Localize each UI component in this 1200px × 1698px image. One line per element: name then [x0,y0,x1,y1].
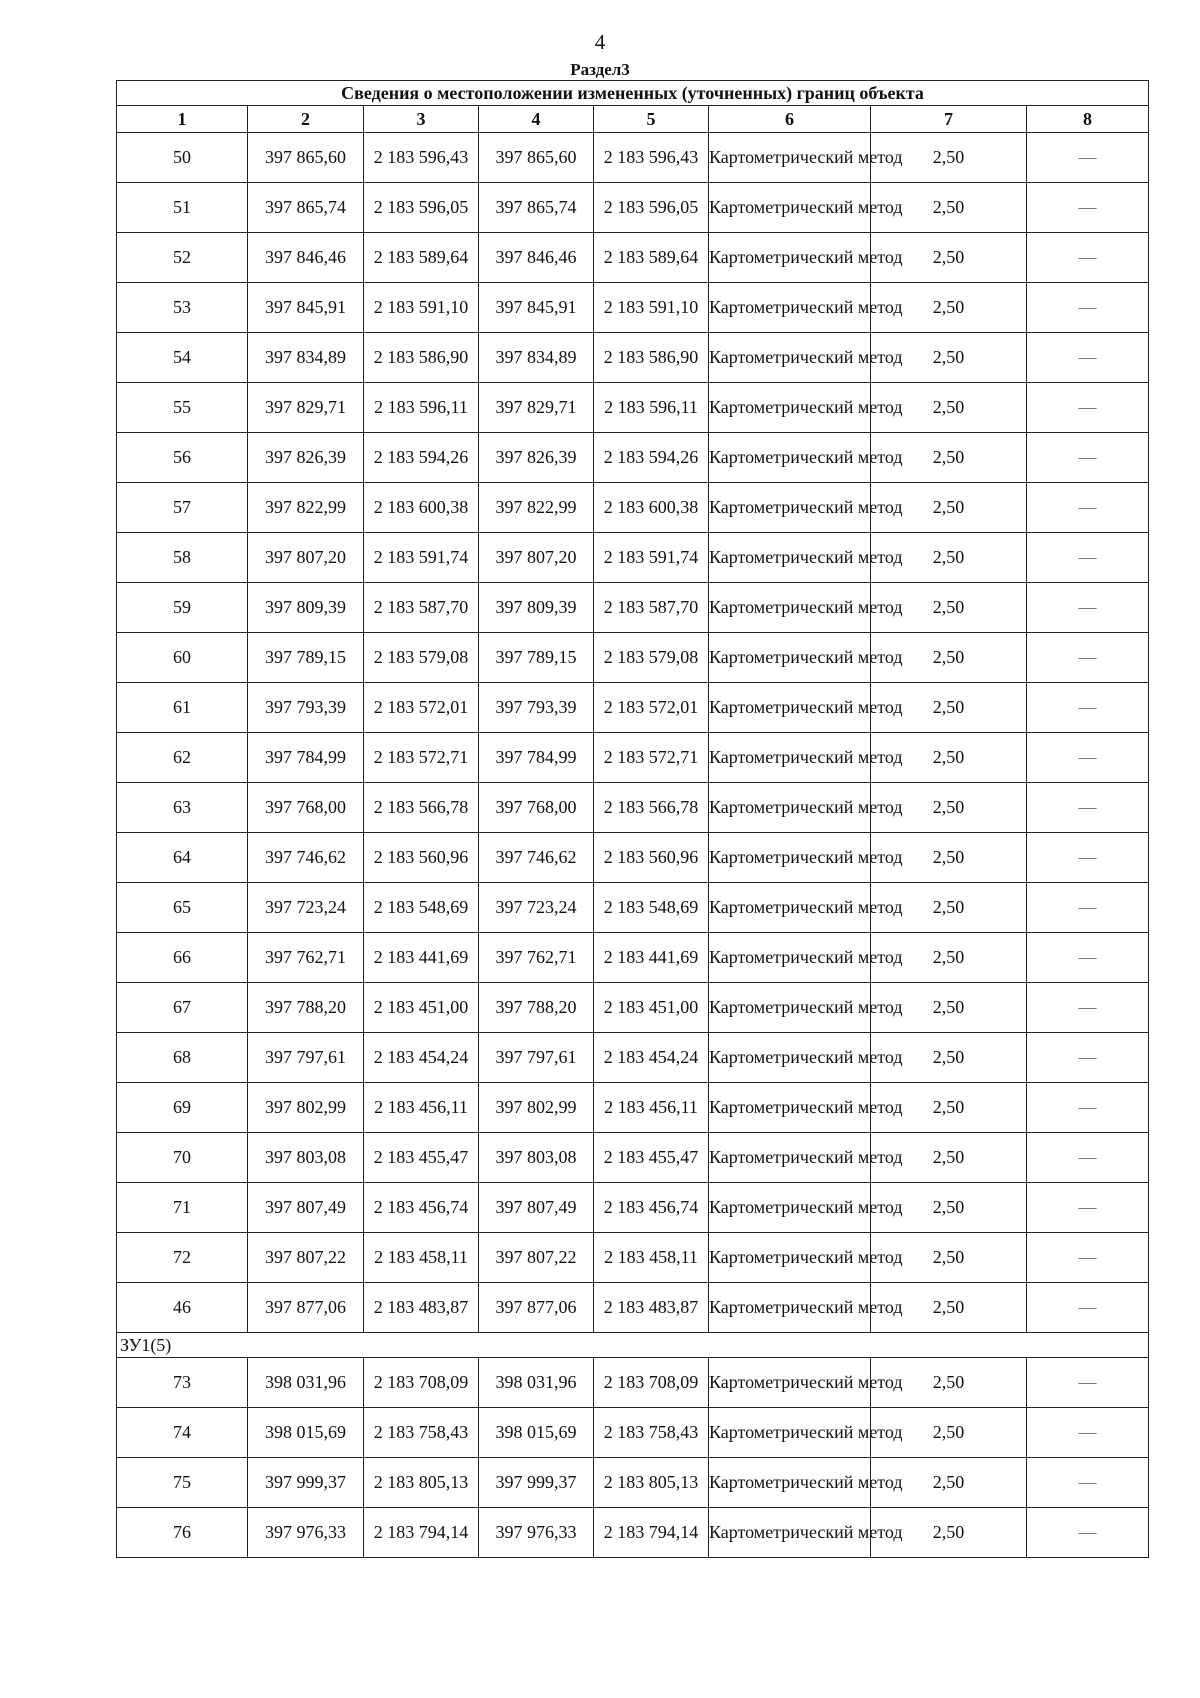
y-refined-cell: 2 183 596,43 [594,133,709,183]
point-number-cell: 76 [117,1508,248,1558]
table-row [117,433,1149,483]
x-refined-cell: 397 807,49 [479,1183,594,1233]
accuracy-cell: 2,50 [871,1033,1027,1083]
y-existing-cell: 2 183 600,38 [364,483,479,533]
point-number-cell: 66 [117,933,248,983]
x-refined-cell: 397 768,00 [479,783,594,833]
description-cell: — [1027,1408,1149,1458]
method-cell: Картометрический метод [709,1458,871,1508]
table-row [117,1033,1149,1083]
column-number-6: 6 [709,106,871,133]
point-number-cell: 70 [117,1133,248,1183]
x-refined-cell: 397 784,99 [479,733,594,783]
description-cell: — [1027,1133,1149,1183]
point-number-cell: 62 [117,733,248,783]
x-existing-cell: 397 788,20 [248,983,364,1033]
x-existing-cell: 397 976,33 [248,1508,364,1558]
accuracy-cell: 2,50 [871,183,1027,233]
x-existing-cell: 397 826,39 [248,433,364,483]
table-row [117,733,1149,783]
method-cell: Картометрический метод [709,1133,871,1183]
point-number-cell: 52 [117,233,248,283]
table-body [117,133,1149,1558]
x-refined-cell: 397 877,06 [479,1283,594,1333]
description-cell: — [1027,1233,1149,1283]
y-refined-cell: 2 183 589,64 [594,233,709,283]
description-cell: — [1027,583,1149,633]
x-existing-cell: 397 746,62 [248,833,364,883]
y-existing-cell: 2 183 483,87 [364,1283,479,1333]
y-refined-cell: 2 183 708,09 [594,1358,709,1408]
method-cell: Картометрический метод [709,883,871,933]
y-existing-cell: 2 183 586,90 [364,333,479,383]
x-existing-cell: 397 793,39 [248,683,364,733]
accuracy-cell: 2,50 [871,833,1027,883]
x-refined-cell: 397 803,08 [479,1133,594,1183]
description-cell: — [1027,333,1149,383]
table-row [117,1408,1149,1458]
y-refined-cell: 2 183 441,69 [594,933,709,983]
method-cell: Картометрический метод [709,383,871,433]
group-label: ЗУ1(5) [117,1333,1149,1358]
accuracy-cell: 2,50 [871,1408,1027,1458]
y-refined-cell: 2 183 458,11 [594,1233,709,1283]
column-number-2: 2 [248,106,364,133]
point-number-cell: 57 [117,483,248,533]
method-cell: Картометрический метод [709,1408,871,1458]
table-title: Сведения о местоположении измененных (уточненных) границ объекта [117,81,1149,106]
x-refined-cell: 397 845,91 [479,283,594,333]
description-cell: — [1027,833,1149,883]
x-existing-cell: 398 015,69 [248,1408,364,1458]
section-title: Раздел3 [570,60,630,79]
x-existing-cell: 397 845,91 [248,283,364,333]
point-number-cell: 72 [117,1233,248,1283]
table-row [117,1133,1149,1183]
x-refined-cell: 398 015,69 [479,1408,594,1458]
y-refined-cell: 2 183 596,11 [594,383,709,433]
x-existing-cell: 397 865,60 [248,133,364,183]
column-number-1: 1 [117,106,248,133]
x-refined-cell: 397 793,39 [479,683,594,733]
x-existing-cell: 397 877,06 [248,1283,364,1333]
y-refined-cell: 2 183 591,10 [594,283,709,333]
method-cell: Картометрический метод [709,333,871,383]
accuracy-cell: 2,50 [871,883,1027,933]
method-cell: Картометрический метод [709,1283,871,1333]
point-number-cell: 46 [117,1283,248,1333]
accuracy-cell: 2,50 [871,233,1027,283]
description-cell: — [1027,1283,1149,1333]
point-number-cell: 71 [117,1183,248,1233]
y-existing-cell: 2 183 594,26 [364,433,479,483]
method-cell: Картометрический метод [709,1358,871,1408]
y-refined-cell: 2 183 451,00 [594,983,709,1033]
point-number-cell: 65 [117,883,248,933]
description-cell: — [1027,483,1149,533]
y-refined-cell: 2 183 586,90 [594,333,709,383]
y-refined-cell: 2 183 455,47 [594,1133,709,1183]
x-refined-cell: 397 809,39 [479,583,594,633]
y-refined-cell: 2 183 483,87 [594,1283,709,1333]
method-cell: Картометрический метод [709,633,871,683]
y-existing-cell: 2 183 596,11 [364,383,479,433]
description-cell: — [1027,1033,1149,1083]
y-existing-cell: 2 183 572,71 [364,733,479,783]
point-number-cell: 63 [117,783,248,833]
table-row [117,233,1149,283]
method-cell: Картометрический метод [709,933,871,983]
x-existing-cell: 397 789,15 [248,633,364,683]
page-number: 4 [594,30,606,54]
description-cell: — [1027,783,1149,833]
y-refined-cell: 2 183 454,24 [594,1033,709,1083]
x-refined-cell: 398 031,96 [479,1358,594,1408]
y-existing-cell: 2 183 708,09 [364,1358,479,1408]
x-refined-cell: 397 789,15 [479,633,594,683]
y-existing-cell: 2 183 441,69 [364,933,479,983]
y-refined-cell: 2 183 596,05 [594,183,709,233]
method-cell: Картометрический метод [709,733,871,783]
x-refined-cell: 397 723,24 [479,883,594,933]
y-refined-cell: 2 183 794,14 [594,1508,709,1558]
x-existing-cell: 397 829,71 [248,383,364,433]
x-existing-cell: 397 768,00 [248,783,364,833]
description-cell: — [1027,683,1149,733]
column-number-5: 5 [594,106,709,133]
point-number-cell: 58 [117,533,248,583]
accuracy-cell: 2,50 [871,983,1027,1033]
y-refined-cell: 2 183 587,70 [594,583,709,633]
method-cell: Картометрический метод [709,483,871,533]
y-existing-cell: 2 183 572,01 [364,683,479,733]
description-cell: — [1027,133,1149,183]
y-refined-cell: 2 183 594,26 [594,433,709,483]
accuracy-cell: 2,50 [871,1183,1027,1233]
x-refined-cell: 397 976,33 [479,1508,594,1558]
point-number-cell: 53 [117,283,248,333]
description-cell: — [1027,233,1149,283]
x-existing-cell: 397 999,37 [248,1458,364,1508]
point-number-cell: 61 [117,683,248,733]
point-number-cell: 56 [117,433,248,483]
point-number-cell: 50 [117,133,248,183]
accuracy-cell: 2,50 [871,1233,1027,1283]
x-refined-cell: 397 865,74 [479,183,594,233]
table-row [117,183,1149,233]
accuracy-cell: 2,50 [871,1133,1027,1183]
description-cell: — [1027,283,1149,333]
x-existing-cell: 397 784,99 [248,733,364,783]
y-refined-cell: 2 183 758,43 [594,1408,709,1458]
x-existing-cell: 397 809,39 [248,583,364,633]
y-existing-cell: 2 183 794,14 [364,1508,479,1558]
table-row [117,1183,1149,1233]
y-existing-cell: 2 183 560,96 [364,833,479,883]
x-refined-cell: 397 746,62 [479,833,594,883]
table-row [117,1358,1149,1408]
accuracy-cell: 2,50 [871,633,1027,683]
x-existing-cell: 397 797,61 [248,1033,364,1083]
accuracy-cell: 2,50 [871,433,1027,483]
y-existing-cell: 2 183 456,11 [364,1083,479,1133]
point-number-cell: 54 [117,333,248,383]
accuracy-cell: 2,50 [871,283,1027,333]
y-existing-cell: 2 183 454,24 [364,1033,479,1083]
table-row [117,1283,1149,1333]
y-refined-cell: 2 183 579,08 [594,633,709,683]
accuracy-cell: 2,50 [871,1083,1027,1133]
column-number-3: 3 [364,106,479,133]
method-cell: Картометрический метод [709,433,871,483]
table-row [117,883,1149,933]
y-existing-cell: 2 183 456,74 [364,1183,479,1233]
method-cell: Картометрический метод [709,233,871,283]
table-row [117,1508,1149,1558]
description-cell: — [1027,983,1149,1033]
x-existing-cell: 397 846,46 [248,233,364,283]
accuracy-cell: 2,50 [871,783,1027,833]
accuracy-cell: 2,50 [871,533,1027,583]
table-row [117,483,1149,533]
method-cell: Картометрический метод [709,183,871,233]
point-number-cell: 73 [117,1358,248,1408]
accuracy-cell: 2,50 [871,683,1027,733]
method-cell: Картометрический метод [709,983,871,1033]
description-cell: — [1027,1183,1149,1233]
point-number-cell: 69 [117,1083,248,1133]
y-existing-cell: 2 183 587,70 [364,583,479,633]
y-existing-cell: 2 183 589,64 [364,233,479,283]
description-cell: — [1027,1358,1149,1408]
y-existing-cell: 2 183 458,11 [364,1233,479,1283]
table-row [117,683,1149,733]
accuracy-cell: 2,50 [871,733,1027,783]
x-refined-cell: 397 834,89 [479,333,594,383]
description-cell: — [1027,633,1149,683]
x-existing-cell: 397 834,89 [248,333,364,383]
y-refined-cell: 2 183 572,01 [594,683,709,733]
group-row [117,1333,1149,1358]
accuracy-cell: 2,50 [871,1458,1027,1508]
table-row [117,933,1149,983]
description-cell: — [1027,383,1149,433]
table-row [117,1458,1149,1508]
method-cell: Картометрический метод [709,1083,871,1133]
accuracy-cell: 2,50 [871,133,1027,183]
method-cell: Картометрический метод [709,783,871,833]
x-existing-cell: 397 723,24 [248,883,364,933]
accuracy-cell: 2,50 [871,1283,1027,1333]
x-refined-cell: 397 822,99 [479,483,594,533]
method-cell: Картометрический метод [709,1033,871,1083]
method-cell: Картометрический метод [709,533,871,583]
point-number-cell: 60 [117,633,248,683]
boundary-coordinates-table [116,80,1149,1558]
table-row [117,333,1149,383]
accuracy-cell: 2,50 [871,1358,1027,1408]
y-refined-cell: 2 183 805,13 [594,1458,709,1508]
accuracy-cell: 2,50 [871,383,1027,433]
table-row [117,383,1149,433]
table-row [117,283,1149,333]
x-existing-cell: 397 807,49 [248,1183,364,1233]
table-row [117,833,1149,883]
point-number-cell: 75 [117,1458,248,1508]
point-number-cell: 51 [117,183,248,233]
table-row [117,783,1149,833]
x-existing-cell: 397 762,71 [248,933,364,983]
method-cell: Картометрический метод [709,283,871,333]
x-refined-cell: 397 865,60 [479,133,594,183]
y-existing-cell: 2 183 591,74 [364,533,479,583]
method-cell: Картометрический метод [709,133,871,183]
description-cell: — [1027,1508,1149,1558]
x-refined-cell: 397 846,46 [479,233,594,283]
accuracy-cell: 2,50 [871,933,1027,983]
point-number-cell: 74 [117,1408,248,1458]
y-existing-cell: 2 183 455,47 [364,1133,479,1183]
point-number-cell: 59 [117,583,248,633]
x-refined-cell: 397 807,22 [479,1233,594,1283]
description-cell: — [1027,733,1149,783]
x-existing-cell: 397 822,99 [248,483,364,533]
description-cell: — [1027,1083,1149,1133]
x-existing-cell: 397 802,99 [248,1083,364,1133]
method-cell: Картометрический метод [709,583,871,633]
table-row [117,533,1149,583]
point-number-cell: 68 [117,1033,248,1083]
method-cell: Картометрический метод [709,1233,871,1283]
point-number-cell: 67 [117,983,248,1033]
y-refined-cell: 2 183 572,71 [594,733,709,783]
table-row [117,633,1149,683]
y-existing-cell: 2 183 566,78 [364,783,479,833]
table-row [117,583,1149,633]
table-row [117,1233,1149,1283]
x-refined-cell: 397 807,20 [479,533,594,583]
table-row [117,983,1149,1033]
y-existing-cell: 2 183 596,43 [364,133,479,183]
y-refined-cell: 2 183 591,74 [594,533,709,583]
point-number-cell: 64 [117,833,248,883]
x-existing-cell: 397 865,74 [248,183,364,233]
description-cell: — [1027,1458,1149,1508]
table-row [117,133,1149,183]
accuracy-cell: 2,50 [871,483,1027,533]
description-cell: — [1027,433,1149,483]
x-refined-cell: 397 797,61 [479,1033,594,1083]
column-number-8: 8 [1027,106,1149,133]
column-number-7: 7 [871,106,1027,133]
y-existing-cell: 2 183 805,13 [364,1458,479,1508]
y-refined-cell: 2 183 456,74 [594,1183,709,1233]
column-number-4: 4 [479,106,594,133]
x-refined-cell: 397 788,20 [479,983,594,1033]
accuracy-cell: 2,50 [871,333,1027,383]
point-number-cell: 55 [117,383,248,433]
x-refined-cell: 397 829,71 [479,383,594,433]
description-cell: — [1027,933,1149,983]
x-existing-cell: 397 807,22 [248,1233,364,1283]
y-refined-cell: 2 183 560,96 [594,833,709,883]
y-refined-cell: 2 183 600,38 [594,483,709,533]
method-cell: Картометрический метод [709,683,871,733]
table-row [117,1083,1149,1133]
x-refined-cell: 397 802,99 [479,1083,594,1133]
x-existing-cell: 398 031,96 [248,1358,364,1408]
accuracy-cell: 2,50 [871,583,1027,633]
y-existing-cell: 2 183 451,00 [364,983,479,1033]
method-cell: Картометрический метод [709,1508,871,1558]
x-refined-cell: 397 999,37 [479,1458,594,1508]
y-existing-cell: 2 183 579,08 [364,633,479,683]
column-number-row [117,106,1149,133]
method-cell: Картометрический метод [709,1183,871,1233]
x-existing-cell: 397 807,20 [248,533,364,583]
x-existing-cell: 397 803,08 [248,1133,364,1183]
description-cell: — [1027,183,1149,233]
y-existing-cell: 2 183 596,05 [364,183,479,233]
y-refined-cell: 2 183 566,78 [594,783,709,833]
y-refined-cell: 2 183 548,69 [594,883,709,933]
y-refined-cell: 2 183 456,11 [594,1083,709,1133]
description-cell: — [1027,533,1149,583]
method-cell: Картометрический метод [709,833,871,883]
accuracy-cell: 2,50 [871,1508,1027,1558]
y-existing-cell: 2 183 591,10 [364,283,479,333]
y-existing-cell: 2 183 548,69 [364,883,479,933]
y-existing-cell: 2 183 758,43 [364,1408,479,1458]
x-refined-cell: 397 762,71 [479,933,594,983]
x-refined-cell: 397 826,39 [479,433,594,483]
description-cell: — [1027,883,1149,933]
